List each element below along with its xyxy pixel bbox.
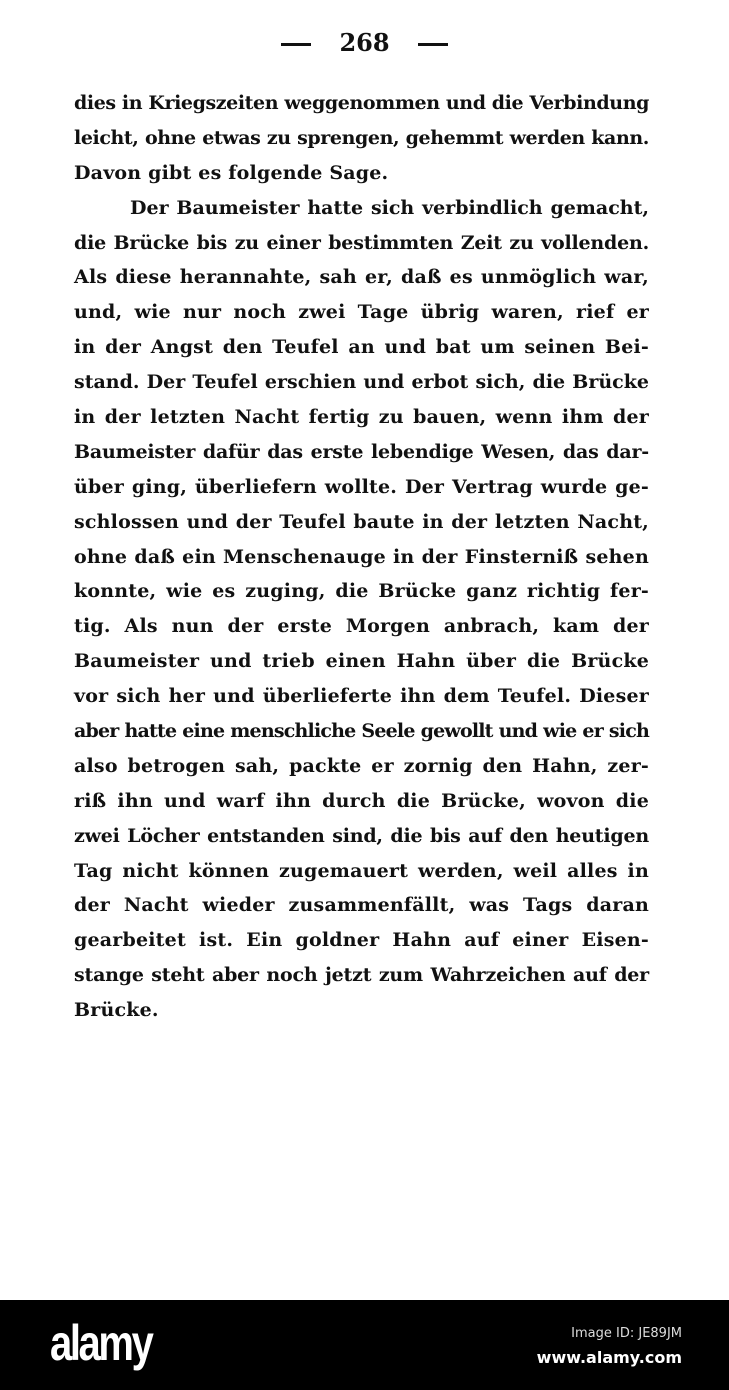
text-line: Davon gibt es folgende Sage. — [74, 161, 389, 184]
text-line: aber hatte eine menschliche Seele gewollt und wie er sich — [74, 720, 649, 743]
text-line: leicht, ohne etwas zu sprengen, gehemmt werden kann. — [74, 126, 649, 149]
text-line: riß ihn und warf ihn durch die Brücke, wovon die — [74, 789, 649, 812]
text-line: also betrogen sah, packte er zornig den Hahn, zer- — [74, 754, 649, 777]
text-line: Baumeister dafür das erste lebendige Wesen, das dar- — [74, 440, 649, 463]
text-line: in der letzten Nacht fertig zu bauen, wenn ihm der — [74, 406, 649, 429]
dash-left — [281, 43, 311, 46]
text-line: der Nacht wieder zusammenfällt, was Tags daran — [74, 894, 649, 917]
text-line: ohne daß ein Menschenauge in der Finsterniß sehen — [74, 545, 649, 568]
text-line: gearbeitet ist. Ein goldner Hahn auf einer Eisen- — [74, 929, 649, 952]
text-line: vor sich her und überlieferte ihn dem Teufel. Dieser — [74, 685, 649, 708]
text-line: konnte, wie es zuging, die Brücke ganz richtig fer- — [74, 580, 649, 603]
text-line: tig. Als nun der erste Morgen anbrach, kam der — [74, 615, 649, 638]
watermark-footer — [0, 1300, 729, 1390]
text-line: zwei Löcher entstanden sind, die bis auf den heutigen — [74, 824, 649, 847]
alamy-logo: alamy — [50, 1315, 152, 1371]
text-line: die Brücke bis zu einer bestimmten Zeit zu vollenden. — [74, 231, 649, 254]
text-line: stange steht aber noch jetzt zum Wahrzeichen auf der — [74, 964, 649, 987]
text-line: Tag nicht können zugemauert werden, weil alles in — [74, 859, 649, 882]
text-line: stand. Der Teufel erschien und erbot sich, die Brücke — [74, 371, 649, 394]
page-number — [0, 28, 729, 57]
page-number-text: 268 — [339, 28, 390, 57]
text-line: über ging, überliefern wollte. Der Vertrag wurde ge- — [74, 475, 649, 498]
body-text — [74, 86, 649, 1028]
text-line: in der Angst den Teufel an und bat um seinen Bei- — [74, 336, 649, 359]
text-line: Baumeister und trieb einen Hahn über die Brücke — [74, 650, 649, 673]
text-line: schlossen und der Teufel baute in der letzten Nacht, — [74, 510, 649, 533]
text-line: Der Baumeister hatte sich verbindlich gemacht, — [130, 196, 649, 219]
image-id: Image ID: JE89JM — [571, 1326, 682, 1341]
text-line: Brücke. — [74, 999, 159, 1022]
dash-right — [418, 43, 448, 46]
text-line: Als diese herannahte, sah er, daß es unmöglich war, — [74, 266, 649, 289]
text-line: und, wie nur noch zwei Tage übrig waren, rief er — [74, 301, 649, 324]
site-url: www.alamy.com — [536, 1348, 682, 1367]
text-line: dies in Kriegszeiten weggenommen und die Verbindung — [74, 92, 650, 114]
